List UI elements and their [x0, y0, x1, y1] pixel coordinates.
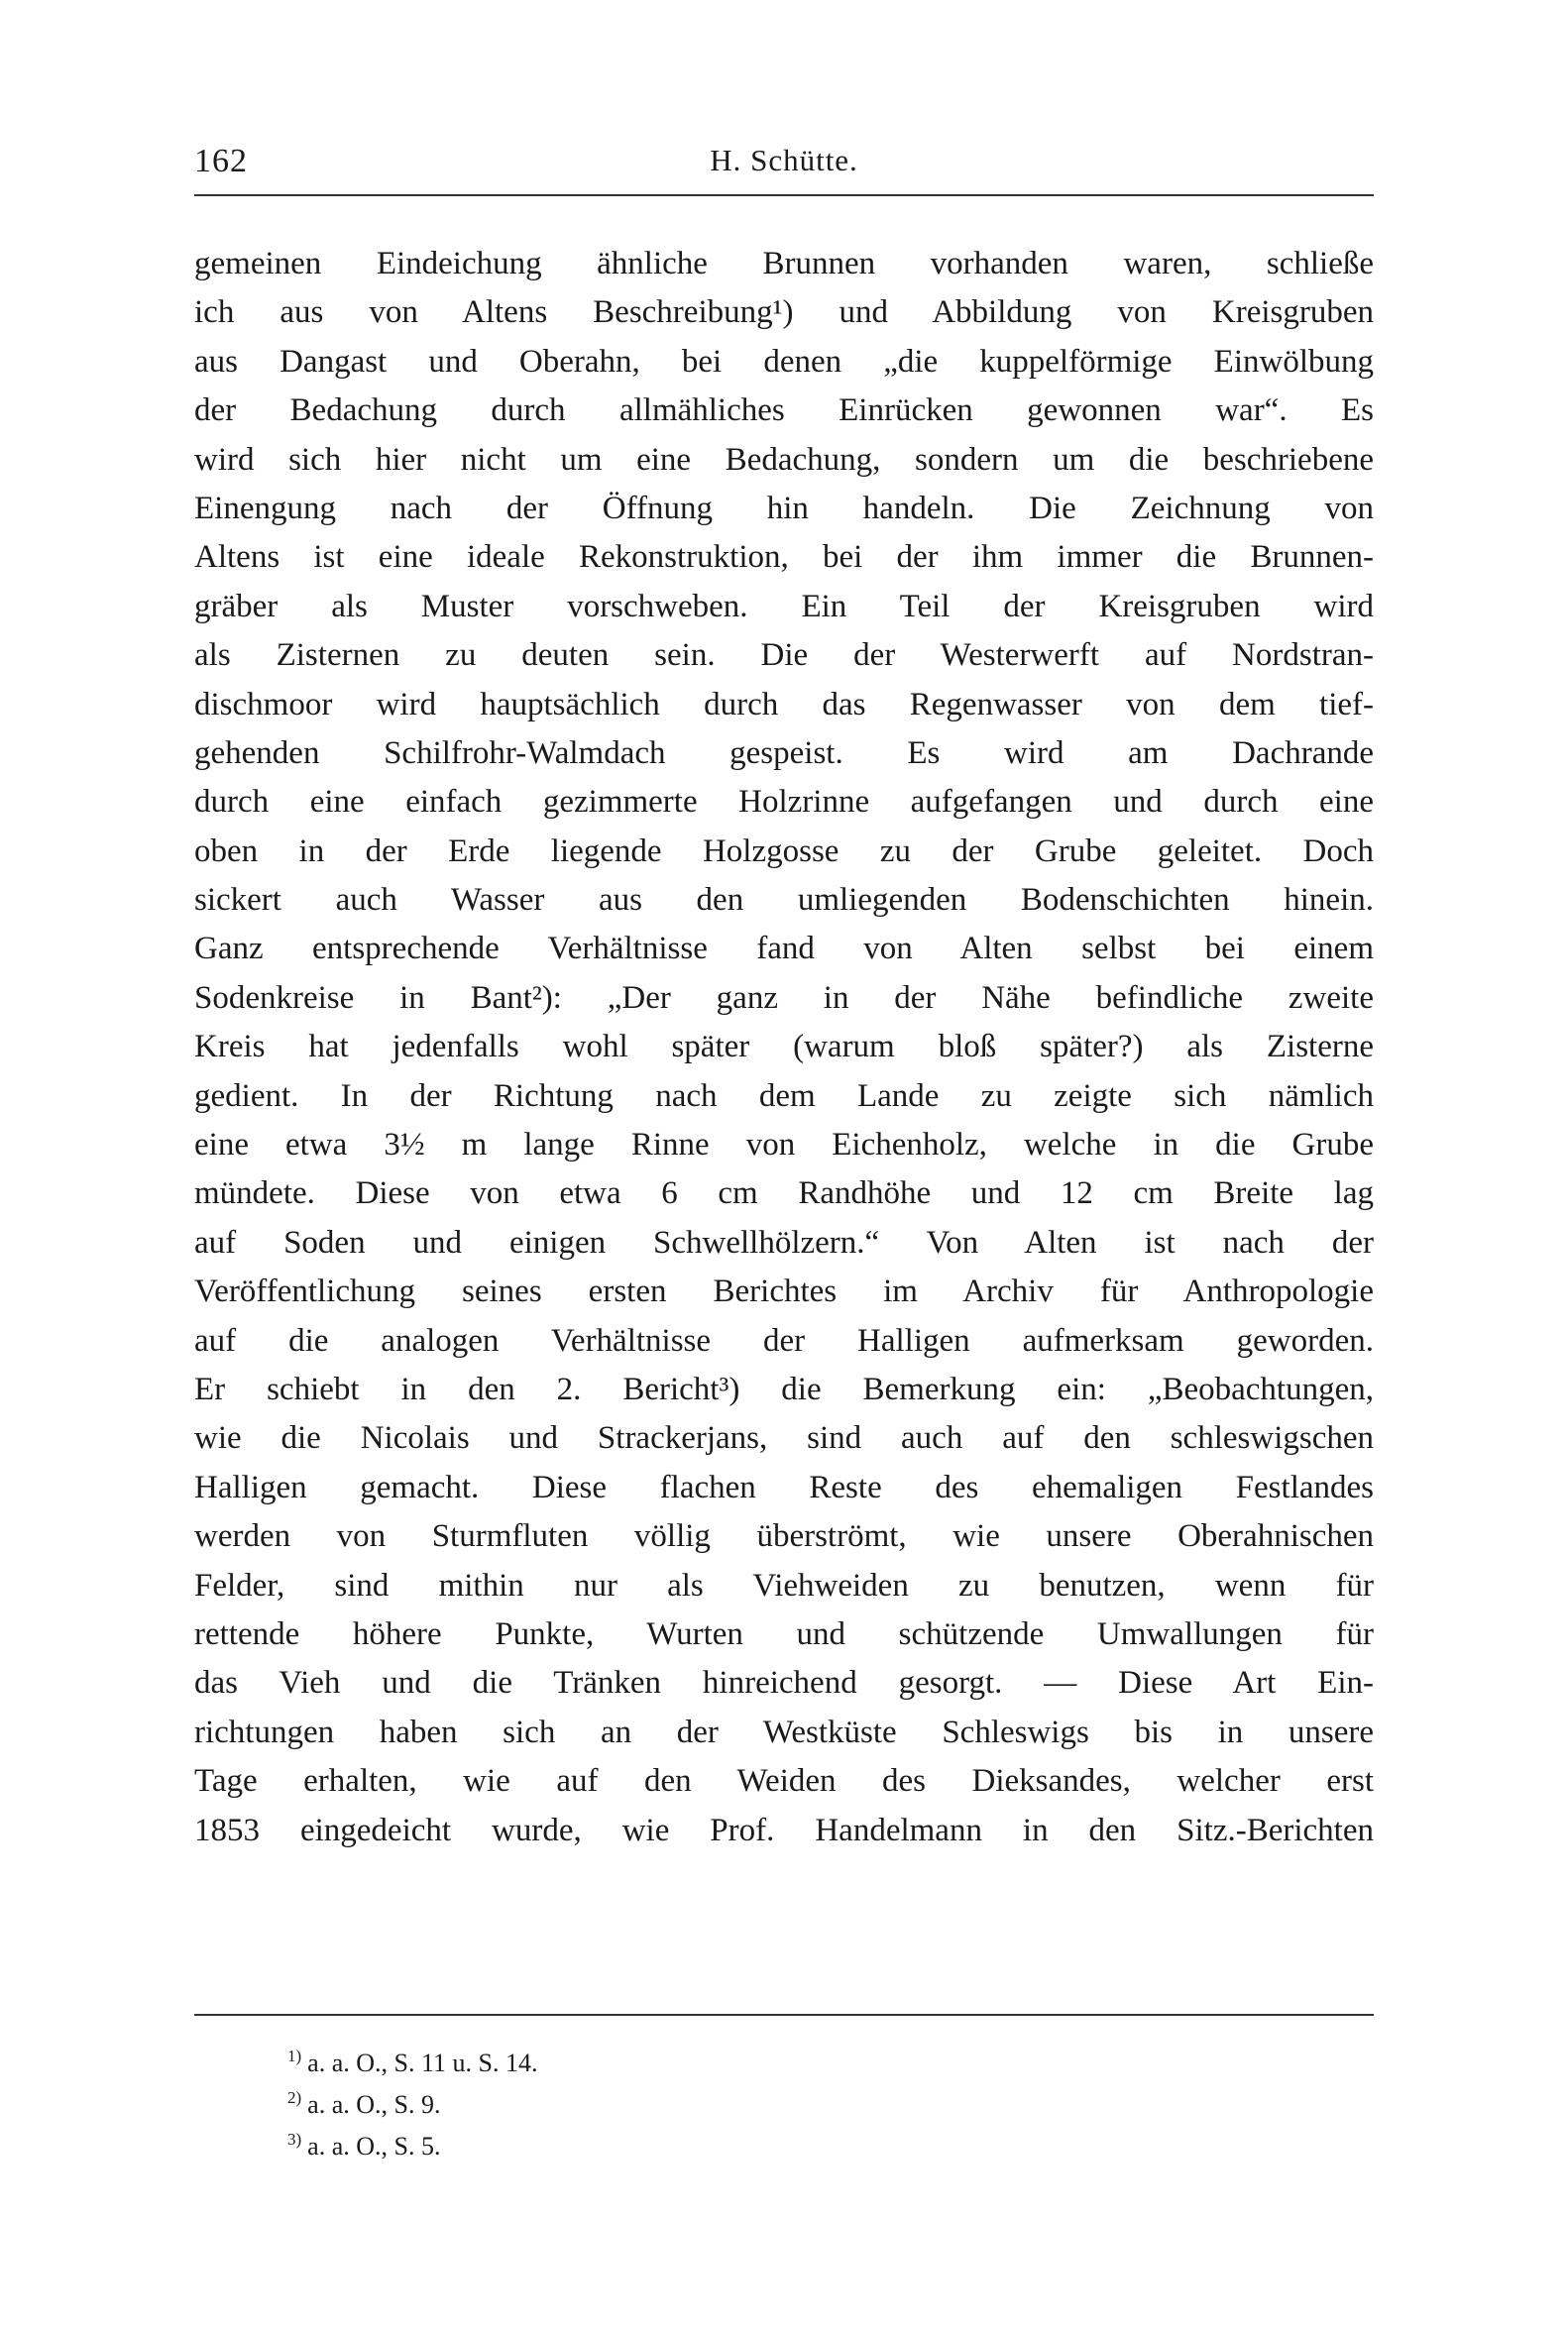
- text-line: 1853 eingedeicht wurde, wie Prof. Handelmann in den Sitz.-Berichten: [194, 1812, 1374, 1848]
- text-line: mündete. Diese von etwa 6 cm Randhöhe und 12 cm Breite lag: [194, 1175, 1374, 1212]
- footnote-text: a. a. O., S. 11 u. S. 14.: [307, 2049, 538, 2077]
- text-line: Kreis hat jedenfalls wohl später (warum bloß später?) als Zisterne: [194, 1029, 1374, 1065]
- page-number: 162: [194, 143, 248, 179]
- text-line: wie die Nicolais und Strackerjans, sind auch auf den schleswigschen: [194, 1420, 1374, 1457]
- footnote-mark: 3): [287, 2130, 302, 2149]
- text-line: Einengung nach der Öffnung hin handeln. Die Zeichnung von: [194, 490, 1374, 526]
- footnote-mark: 1): [287, 2047, 302, 2065]
- text-line: gedient. In der Richtung nach dem Lande zu zeigte sich nämlich: [194, 1077, 1374, 1114]
- text-line: Er schiebt in den 2. Bericht³) die Bemerkung ein: „Beobachtungen,: [194, 1371, 1374, 1407]
- text-line: gräber als Muster vorschweben. Ein Teil der Kreisgruben wird: [194, 588, 1374, 624]
- text-line: Ganz entsprechende Verhältnisse fand von Alten selbst bei einem: [194, 931, 1374, 967]
- footnote-text: a. a. O., S. 9.: [307, 2090, 441, 2119]
- page-header: [194, 139, 1374, 196]
- footnote-text: a. a. O., S. 5.: [307, 2132, 441, 2161]
- text-line: wird sich hier nicht um eine Bedachung, sondern um die beschriebene: [194, 441, 1374, 478]
- text-line: Altens ist eine ideale Rekonstruktion, bei der ihm immer die Brunnen-: [194, 539, 1374, 576]
- footnote: [287, 2119, 537, 2161]
- text-line: Sodenkreise in Bant²): „Der ganz in der Nähe befindliche zweite: [194, 979, 1374, 1016]
- text-line: der Bedachung durch allmähliches Einrücken gewonnen war“. Es: [194, 392, 1374, 429]
- text-line: das Vieh und die Tränken hinreichend gesorgt. — Diese Art Ein-: [194, 1665, 1374, 1702]
- running-head: H. Schütte.: [710, 143, 858, 177]
- text-line: Felder, sind mithin nur als Viehweiden zu benutzen, wenn für: [194, 1567, 1374, 1604]
- footnote-mark: 2): [287, 2088, 302, 2107]
- text-line: Halligen gemacht. Diese flachen Reste des ehemaligen Festlandes: [194, 1469, 1374, 1505]
- text-line: auf die analogen Verhältnisse der Halligen aufmerksam geworden.: [194, 1322, 1374, 1359]
- text-line: auf Soden und einigen Schwellhölzern.“ Von Alten ist nach der: [194, 1224, 1374, 1261]
- text-line: dischmoor wird hauptsächlich durch das Regenwasser von dem tief-: [194, 686, 1374, 722]
- text-line: rettende höhere Punkte, Wurten und schützende Umwallungen für: [194, 1615, 1374, 1652]
- text-line: oben in der Erde liegende Holzgosse zu der Grube geleitet. Doch: [194, 832, 1374, 869]
- footnote-divider: [194, 2014, 1374, 2016]
- text-line: durch eine einfach gezimmerte Holzrinne aufgefangen und durch eine: [194, 784, 1374, 821]
- footnote: [287, 2077, 537, 2119]
- text-line: Veröffentlichung seines ersten Berichtes im Archiv für Anthropologie: [194, 1274, 1374, 1310]
- text-line: sickert auch Wasser aus den umliegenden Bodenschichten hinein.: [194, 882, 1374, 919]
- footnote: [287, 2036, 537, 2077]
- body-text: [194, 240, 1374, 1855]
- text-line: gemeinen Eindeichung ähnliche Brunnen vorhanden waren, schließe: [194, 246, 1374, 281]
- footnotes: [287, 2036, 537, 2161]
- text-line: aus Dangast und Oberahn, bei denen „die kuppelförmige Einwölbung: [194, 343, 1374, 380]
- text-line: Tage erhalten, wie auf den Weiden des Dieksandes, welcher erst: [194, 1763, 1374, 1800]
- text-line: richtungen haben sich an der Westküste Schleswigs bis in unsere: [194, 1714, 1374, 1750]
- text-line: gehenden Schilfrohr-Walmdach gespeist. Es wird am Dachrande: [194, 734, 1374, 771]
- text-line: als Zisternen zu deuten sein. Die der Westerwerft auf Nordstran-: [194, 637, 1374, 674]
- text-line: ich aus von Altens Beschreibung¹) und Abbildung von Kreisgruben: [194, 294, 1374, 331]
- text-line: werden von Sturmfluten völlig überströmt, wie unsere Oberahnischen: [194, 1518, 1374, 1555]
- text-line: eine etwa 3½ m lange Rinne von Eichenholz, welche in die Grube: [194, 1127, 1374, 1164]
